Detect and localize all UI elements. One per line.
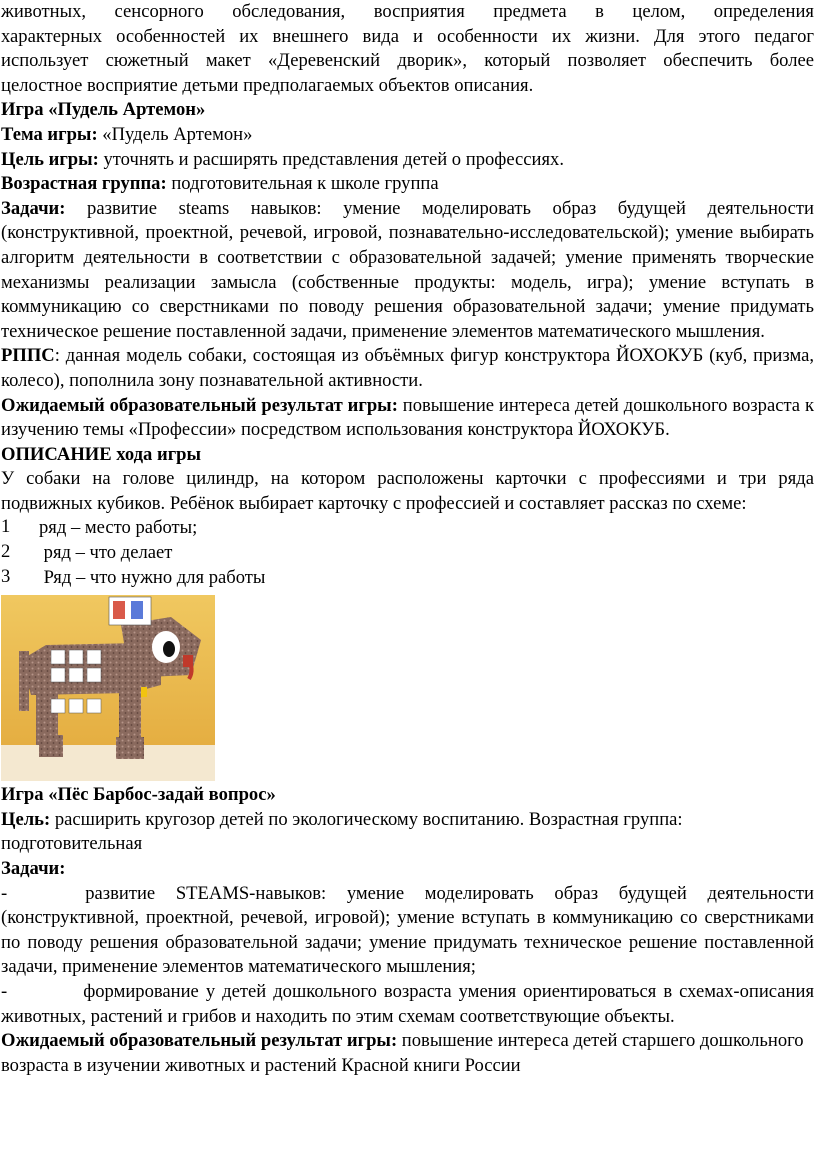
list-number: 3 bbox=[1, 565, 11, 587]
list-text: Ряд – что нужно для работы bbox=[39, 566, 266, 588]
intro-line: целостное восприятие детьми предполагаемых объектов описания. bbox=[1, 74, 534, 96]
game2-goal: Цель: расширить кругозор детей по экологическому воспитанию. Возрастная группа: подготовительная bbox=[1, 808, 683, 855]
game1-description-heading: ОПИСАНИЕ хода игры bbox=[1, 443, 202, 465]
list-text: ряд – что делает bbox=[39, 542, 173, 564]
intro-line: использует сюжетный макет «Деревенский дворик», который позволяет обеспечить более bbox=[1, 50, 814, 72]
list-text: ряд – место работы; bbox=[39, 517, 198, 539]
list-number: 2 bbox=[1, 541, 11, 563]
game1-description-text: У собаки на голове цилиндр, на котором расположены карточки с профессиями и три ряда подвижных кубиков. Ребёнок выбирает карточку с профессией и составляет рассказ по схеме: bbox=[1, 468, 814, 514]
intro-line: характерных особенностей их внешнего вида и особенности их жизни. Для этого педагог bbox=[1, 25, 814, 47]
dog-model-photo bbox=[1, 595, 215, 781]
game1-tasks: Задачи: развитие steams навыков: умение моделировать образ будущей деятельности (конструктивной, проектной, речевой, игровой, познавательно-исследовательской); умение выбирать алгоритм деятельности в соответствии с образовательной задачей; умение применять творческие механизмы реализации замысла (собственные продукты: модель, игра); умение вступать в коммуникацию со сверстниками по поводу решения образовательной задачи; умение придумать техническое решение поставленной задачи, применение элементов математического мышления. bbox=[1, 197, 814, 342]
intro-line: животных, сенсорного обследования, восприятия предмета в целом, определения bbox=[1, 1, 814, 22]
game1-rpps: РППС: данная модель собаки, состоящая из объёмных фигур конструктора ЙОХОКУБ (куб, призма, колесо), пополнила зону познавательной активности. bbox=[1, 345, 814, 391]
dog-model-illustration bbox=[1, 595, 215, 781]
game1-heading: Игра «Пудель Артемон» bbox=[1, 99, 206, 121]
game2-task-item: - формирование у детей дошкольного возраста умения ориентироваться в схемах-описания животных, растений и грибов и находить по этим схемам соответствующие объекты. bbox=[1, 981, 814, 1027]
list-item bbox=[1, 566, 814, 591]
game2-tasks-heading: Задачи: bbox=[1, 858, 66, 880]
list-item bbox=[1, 516, 814, 541]
document-page bbox=[1, 0, 814, 1078]
game2-task-item: - развитие STEAMS-навыков: умение моделировать образ будущей деятельности (конструктивной, проектной, речевой, игровой); умение вступать в коммуникацию со сверстниками по поводу решения образовательной задачи; умение придумать техническое решение поставленной задачи, применение элементов математического мышления; bbox=[1, 882, 814, 978]
game1-age-group: Возрастная группа: подготовительная к школе группа bbox=[1, 173, 439, 195]
list-item bbox=[1, 541, 814, 566]
list-number: 1 bbox=[1, 516, 11, 538]
game1-theme: Тема игры: «Пудель Артемон» bbox=[1, 123, 253, 145]
game1-expected-result: Ожидаемый образовательный результат игры: повышение интереса детей дошкольного возраста к изучению темы «Профессии» посредством использования конструктора ЙОХОКУБ. bbox=[1, 394, 814, 441]
game2-expected-result: Ожидаемый образовательный результат игры: повышение интереса детей старшего дошкольного возраста в изучении животных и растений Красной книги России bbox=[1, 1030, 804, 1076]
game1-goal: Цель игры: уточнять и расширять представления детей о профессиях. bbox=[1, 148, 565, 170]
game2-heading: Игра «Пёс Барбос-задай вопрос» bbox=[1, 784, 276, 806]
